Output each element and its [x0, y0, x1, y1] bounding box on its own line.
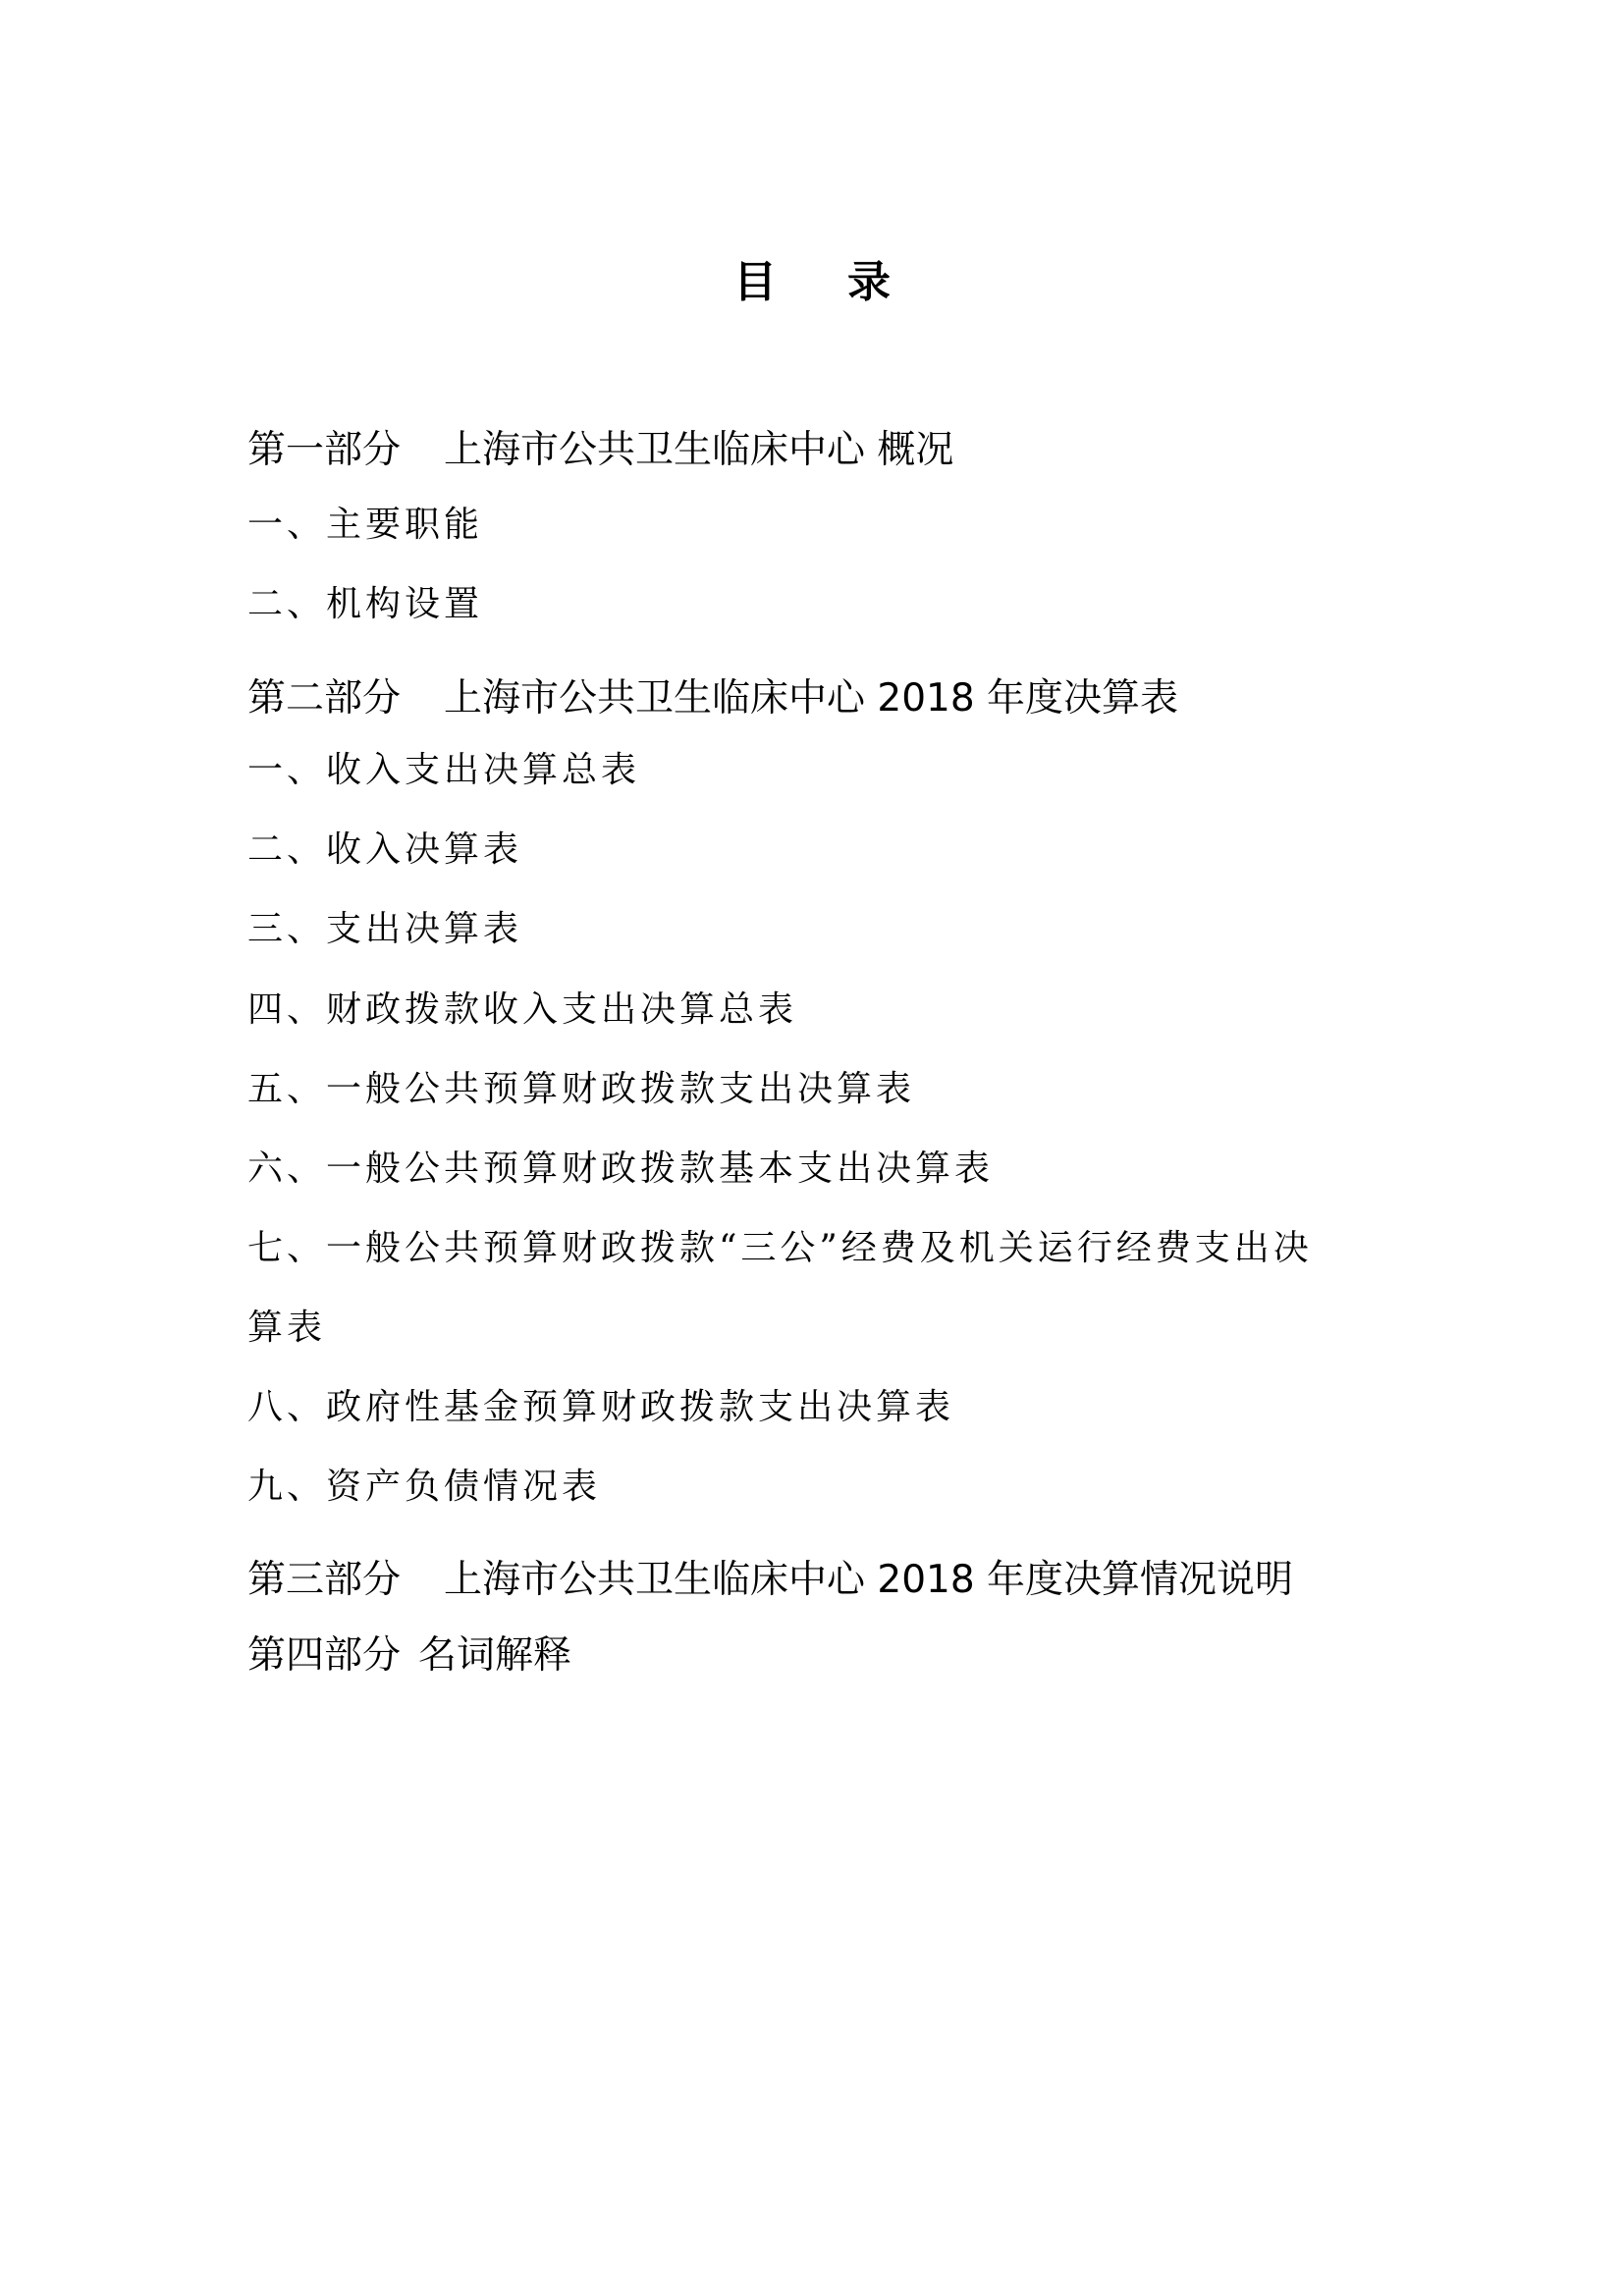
toc-part-4[interactable] — [247, 1629, 571, 1682]
toc-item-table-5[interactable]: 五、一般公共预算财政拨款支出决算表 — [247, 1069, 916, 1109]
toc-part-2[interactable] — [247, 672, 1178, 725]
toc-part-4-prefix: 第四部分 — [247, 1633, 402, 1678]
toc-part-1-text: 上海市公共卫生临床中心 概况 — [444, 428, 954, 472]
toc-part-3-prefix: 第三部分 — [247, 1558, 402, 1602]
toc-part-3-text: 上海市公共卫生临床中心 2018 年度决算情况说明 — [444, 1558, 1294, 1602]
toc-part-1-prefix: 第一部分 — [247, 428, 402, 472]
toc-item-table-2[interactable]: 二、收入决算表 — [247, 829, 523, 870]
toc-item-table-3[interactable]: 三、支出决算表 — [247, 909, 523, 949]
toc-part-2-text: 上海市公共卫生临床中心 2018 年度决算表 — [444, 676, 1179, 721]
toc-item-table-4[interactable]: 四、财政拨款收入支出决算总表 — [247, 989, 798, 1030]
toc-item-main-functions[interactable]: 一、主要职能 — [247, 505, 484, 545]
page-title: 目录 — [733, 257, 961, 307]
toc-part-2-prefix: 第二部分 — [247, 676, 402, 721]
toc-item-table-8[interactable]: 八、政府性基金预算财政拨款支出决算表 — [247, 1387, 955, 1427]
toc-part-4-text: 名词解释 — [418, 1633, 572, 1678]
toc-part-1[interactable] — [247, 424, 953, 477]
toc-item-org-structure[interactable]: 二、机构设置 — [247, 584, 484, 624]
toc-part-3[interactable] — [247, 1554, 1293, 1607]
toc-item-table-6[interactable]: 六、一般公共预算财政拨款基本支出决算表 — [247, 1148, 995, 1189]
toc-item-table-9[interactable]: 九、资产负债情况表 — [247, 1467, 602, 1507]
toc-item-table-7-continued[interactable]: 算表 — [247, 1308, 327, 1348]
toc-item-table-1[interactable]: 一、收入支出决算总表 — [247, 750, 641, 790]
toc-item-table-7[interactable]: 七、一般公共预算财政拨款“三公”经费及机关运行经费支出决 — [247, 1228, 1313, 1268]
